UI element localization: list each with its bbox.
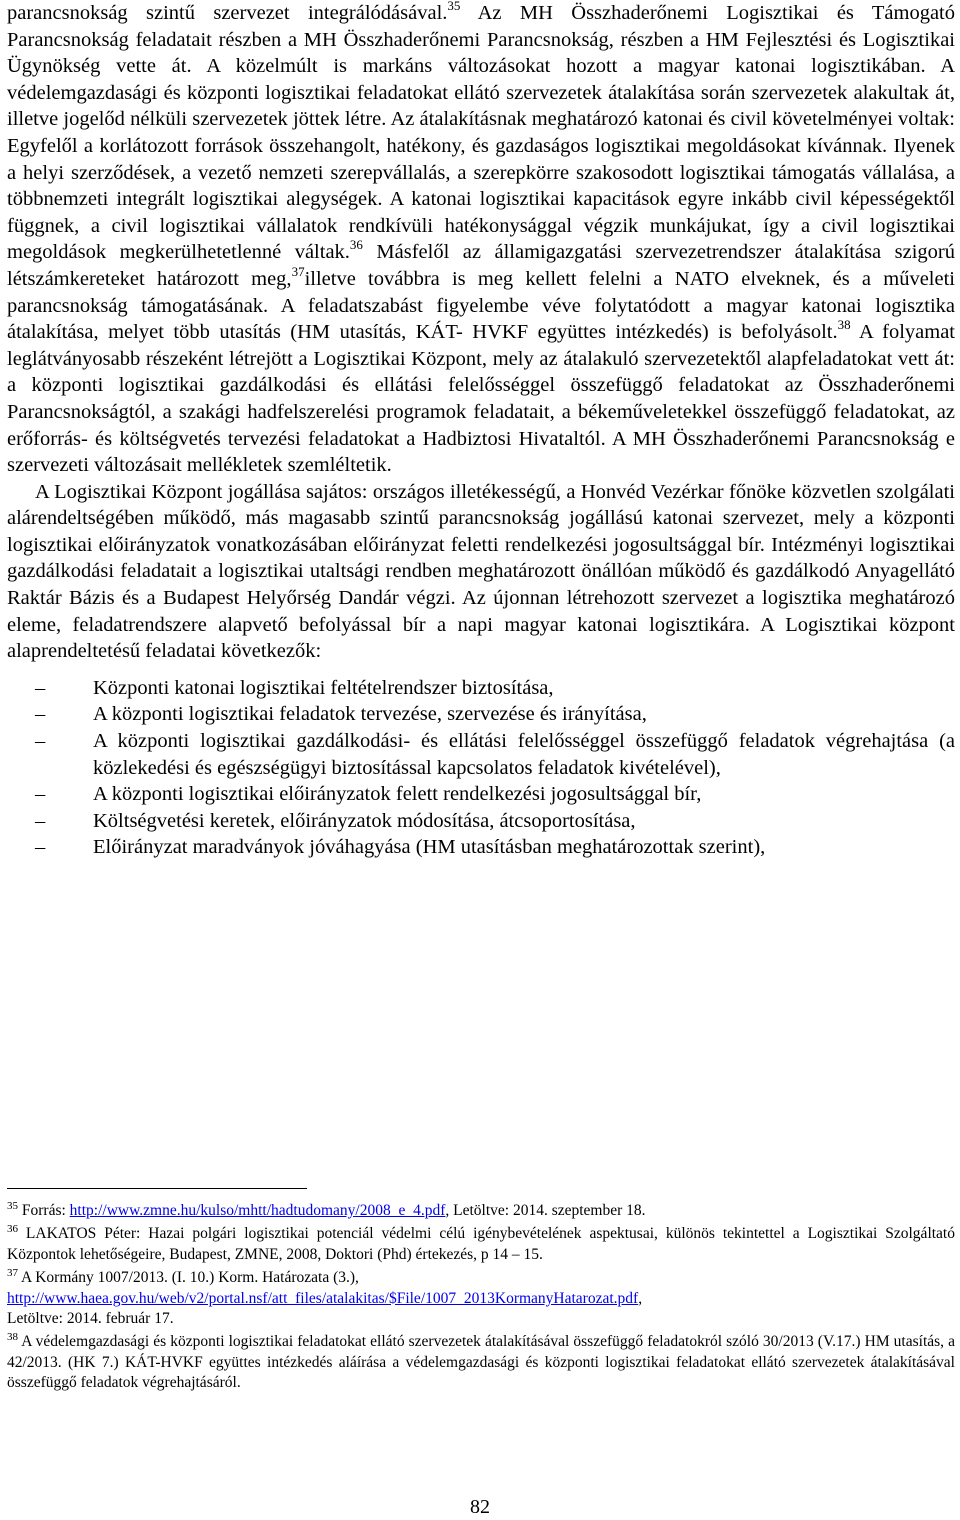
footnote-ref-35[interactable]: 35	[447, 0, 461, 13]
dash-bullet: –	[35, 676, 46, 699]
main-text	[7, 0, 955, 861]
paragraph-1-text-b: Az MH Összhaderőnemi Logisztikai és Támogató Parancsnokság feladatait részben a MH Összhaderőnemi Parancsnokság, részben a HM Fejlesztési és Logisztikai Ügynökség vette át. A közelmúlt is markáns változásokat hozott a magyar katonai logisztikában. A védelemgazdasági és központi logisztikai feladatokat ellátó szervezetek átalakítása során szervezetek alakultak át, illetve jogelőd nélküli szervezetek jöttek létre. Az átalakításnak meghatározó katonai és civil követelményei voltak: Egyfelől a korlátozott források összehangolt, hatékony, és gazdaságos logisztikai megoldásokat kívánnak. Ilyenek a helyi szerződések, a vezető nemzeti szerepvállalás, a szerepkörre szakosodott logisztikai támogatás vállalása, a többnemzeti integrált logisztikai alegységek. A katonai logisztikai kapacitások egyre inkább civil képességektől függnek, a civil logisztikai vállalatok rendkívüli hatékonysággal végzik munkájukat, így a civil logisztikai megoldások megkerülhetetlenné váltak.	[7, 2, 955, 264]
footnote-text: A Kormány 1007/2013. (I. 10.) Korm. Határozata (3.),	[18, 1269, 359, 1287]
list-item-text: A központi logisztikai feladatok tervezése, szervezése és irányítása,	[93, 703, 647, 726]
footnote-35	[7, 1201, 955, 1221]
footnote-ref-37[interactable]: 37	[291, 263, 305, 279]
list-item-text: A központi logisztikai előirányzatok felett rendelkezési jogosultsággal bír,	[93, 783, 702, 806]
paragraph-1-text-a: parancsnokság szintű szervezet integrálódásával.	[7, 2, 448, 24]
paragraph-1-text-c: Másfelől az államigazgatási szervezetrendszer átalakítása szigorú létszámkereteket határozott meg,	[7, 241, 955, 290]
footnotes	[7, 1201, 955, 1397]
list-item	[7, 701, 955, 728]
list-item-text: Előirányzat maradványok jóváhagyása (HM utasításban meghatározottak szerint),	[93, 836, 766, 859]
list-item	[7, 781, 955, 808]
footnote-separator	[7, 1188, 307, 1189]
paragraph-1-text-d: illetve továbbra is meg kellett felelni a NATO elveknek, és a műveleti parancsnokság támogatásának. A feladatszabást figyelembe véve folytatódott a magyar katonai logisztika átalakítása, melyet több utasítás (HM utasítás, KÁT- HVKF együttes intézkedés) is befolyásolt.	[7, 267, 955, 344]
footnote-ref-36[interactable]: 36	[349, 237, 363, 253]
list-item	[7, 728, 955, 781]
footnote-number: 36	[7, 1223, 18, 1236]
paragraph-1	[7, 0, 955, 479]
dash-bullet: –	[35, 783, 46, 806]
list-item-text: A központi logisztikai gazdálkodási- és ellátási felelősséggel összefüggő feladatok végrehajtása (a közlekedési és egészségügyi biztosítással kapcsolatos feladatok kivételével),	[93, 730, 955, 779]
task-list	[7, 675, 955, 861]
footnote-link[interactable]: http://www.haea.gov.hu/web/v2/portal.nsf/att_files/atalakitas/$File/1007_2013KormanyHatarozat.pdf	[7, 1289, 639, 1307]
footnote-number: 35	[7, 1200, 18, 1212]
paragraph-2: A Logisztikai Központ jogállása sajátos: országos illetékességű, a Honvéd Vezérkar főnöke közvetlen szolgálati alárendeltségében működő, más magasabb szintű parancsnokság jogállású katonai szervezet, mely a központi logisztikai előirányzatok vonatkozásában előirányzat feletti rendelkezési jogosultsággal bír. Intézményi logisztikai gazdálkodási feladatait a logisztikai utaltsági rendben meghatározott önállóan működő és gazdálkodó Anyagellátó Raktár Bázis és a Budapest Helyőrség Dandár végzi. Az újonnan létrehozott szervezet a logisztika meghatározó eleme, feladatrendszere alapvető befolyással bír a napi magyar katonai logisztikára. A Logisztikai központ alaprendeltetésű feladatai következők:	[7, 480, 955, 663]
footnote-ref-38[interactable]: 38	[837, 317, 851, 333]
list-item	[7, 808, 955, 835]
footnote-text: A védelemgazdasági és központi logisztikai feladatokat ellátó szervezetek átalakításával összefüggő feladatokról szóló 30/2013 (V.17.) HM utasítás, a 42/2013. (HK 7.) KÁT-HVKF együttes intézkedés aláírása a védelemgazdasági és központi logisztikai feladatokat ellátó szervezetek átalakításával összefüggő feladatok végrehajtásáról.	[7, 1333, 955, 1392]
list-item-text: Központi katonai logisztikai feltételrendszer biztosítása,	[93, 676, 554, 699]
dash-bullet: –	[35, 836, 46, 859]
footnote-37	[7, 1268, 955, 1329]
footnote-38	[7, 1332, 955, 1393]
footnote-text: , Letöltve: 2014. szeptember 18.	[445, 1202, 646, 1219]
footnote-number: 37	[7, 1267, 18, 1280]
dash-bullet: –	[35, 730, 46, 753]
list-item-text: Költségvetési keretek, előirányzatok módosítása, átcsoportosítása,	[93, 809, 636, 832]
footnote-text: Forrás:	[18, 1202, 70, 1219]
footnote-36	[7, 1224, 955, 1265]
page-number: 82	[470, 1496, 490, 1518]
list-item	[7, 834, 955, 861]
paragraph-1-text-e: A folyamat leglátványosabb részeként létrejött a Logisztikai Központ, mely az átalakuló szervezetektől alapfeladatokat vett át: a központi logisztikai gazdálkodási és ellátási felelősséggel összefüggő feladatokat az Összhaderőnemi Parancsnokságtól, a szakági hadfelszerelési programok feladatait, a békeműveletekkel összefüggő feladatokat, az erőforrás- és költségvetés tervezési feladatokat a Hadbiztosi Hivataltól. A MH Összhaderőnemi Parancsnokság e szervezeti változásait mellékletek szemléltetik.	[7, 321, 956, 477]
footnote-text: ,	[638, 1289, 643, 1307]
list-item	[7, 675, 955, 702]
dash-bullet: –	[35, 809, 46, 832]
footnote-number: 38	[7, 1331, 18, 1344]
footnote-text: LAKATOS Péter: Hazai polgári logisztikai potenciál védelmi célú igénybevételének aspektusai, különös tekintettel a Logisztikai Szolgáltató Központok lehetőségeire, Budapest, ZMNE, 2008, Doktori (Phd) értekezés, p 14 – 15.	[7, 1225, 955, 1263]
dash-bullet: –	[35, 703, 46, 726]
footnote-link[interactable]: http://www.zmne.hu/kulso/mhtt/hadtudomany/2008_e_4.pdf	[69, 1202, 446, 1219]
footnote-text: Letöltve: 2014. február 17.	[7, 1310, 174, 1328]
